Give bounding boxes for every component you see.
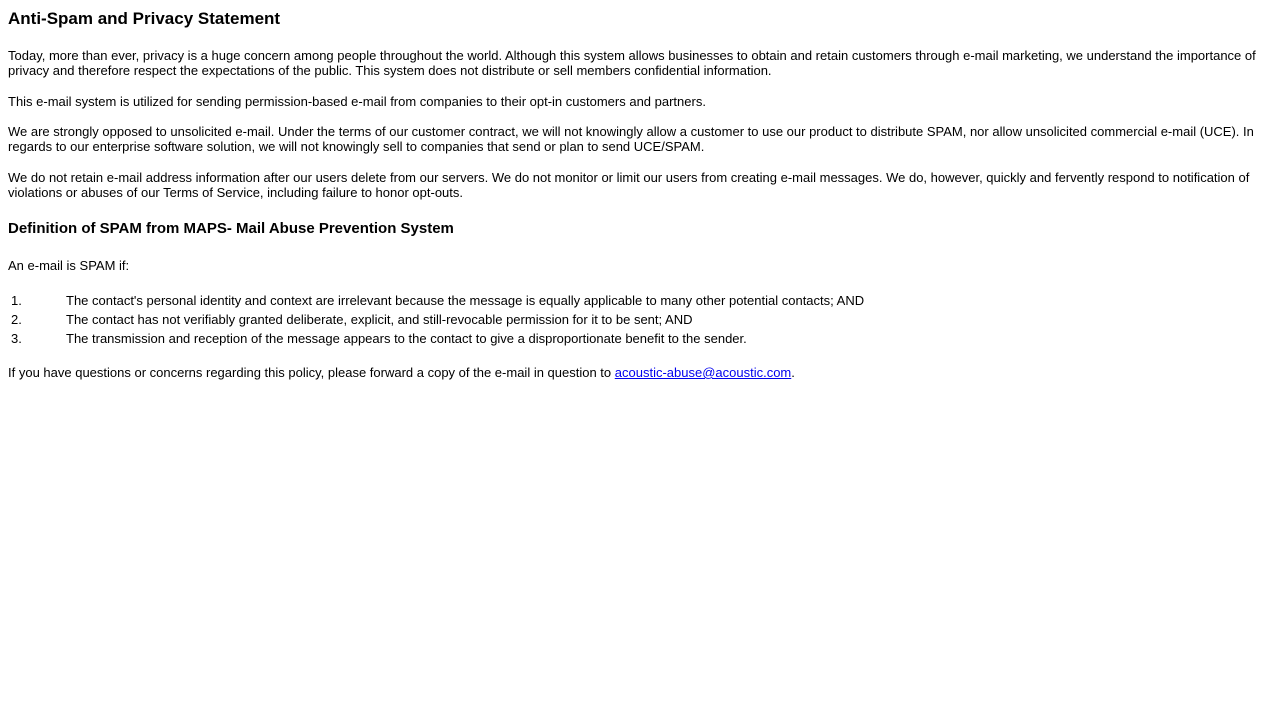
intro-paragraph: Today, more than ever, privacy is a huge concern among people throughout the world. Although this system allows businesses to obtain and retain customers through e-mail marketing, we understand the importance of privacy and therefore respect the expectations of the public. This system does not distribute or sell members confidential information.: [8, 48, 1256, 78]
list-item: [8, 310, 867, 329]
list-item: [8, 329, 867, 348]
list-item-text: The transmission and reception of the message appears to the contact to give a disproportionate benefit to the sender.: [66, 331, 747, 346]
list-item-text: The contact's personal identity and context are irrelevant because the message is equally applicable to many other potential contacts; AND: [66, 293, 865, 308]
system-paragraph: This e-mail system is utilized for sending permission-based e-mail from companies to their opt-in customers and partners.: [8, 94, 706, 109]
list-item-number: 2.: [11, 312, 22, 327]
opposition-paragraph: We are strongly opposed to unsolicited e-mail. Under the terms of our customer contract, we will not knowingly allow a customer to use our product to distribute SPAM, nor allow unsolicited commercial e-mail (UCE). In regards to our enterprise software solution, we will not knowingly sell to companies that send or plan to send UCE/SPAM.: [8, 124, 1254, 154]
contact-prefix: If you have questions or concerns regarding this policy, please forward a copy of the e-mail in question to: [8, 365, 615, 380]
list-item-text: The contact has not verifiably granted deliberate, explicit, and still-revocable permission for it to be sent; AND: [66, 312, 693, 327]
list-item-number: 3.: [11, 331, 22, 346]
definition-heading: Definition of SPAM from MAPS- Mail Abuse Prevention System: [8, 220, 454, 237]
definition-lead: An e-mail is SPAM if:: [8, 258, 130, 273]
contact-paragraph: [8, 365, 1268, 380]
list-item: [8, 291, 867, 310]
abuse-email-link[interactable]: acoustic-abuse@acoustic.com: [614, 365, 792, 380]
contact-suffix: .: [791, 365, 795, 380]
retention-paragraph: We do not retain e-mail address information after our users delete from our servers. We do not monitor or limit our users from creating e-mail messages. We do, however, quickly and fervently respond to notification of violations or abuses of our Terms of Service, including failure to honor opt-outs.: [8, 170, 1250, 200]
list-item-number: 1.: [11, 293, 22, 308]
page-title: Anti-Spam and Privacy Statement: [8, 9, 281, 28]
spam-criteria-list: [8, 291, 867, 348]
